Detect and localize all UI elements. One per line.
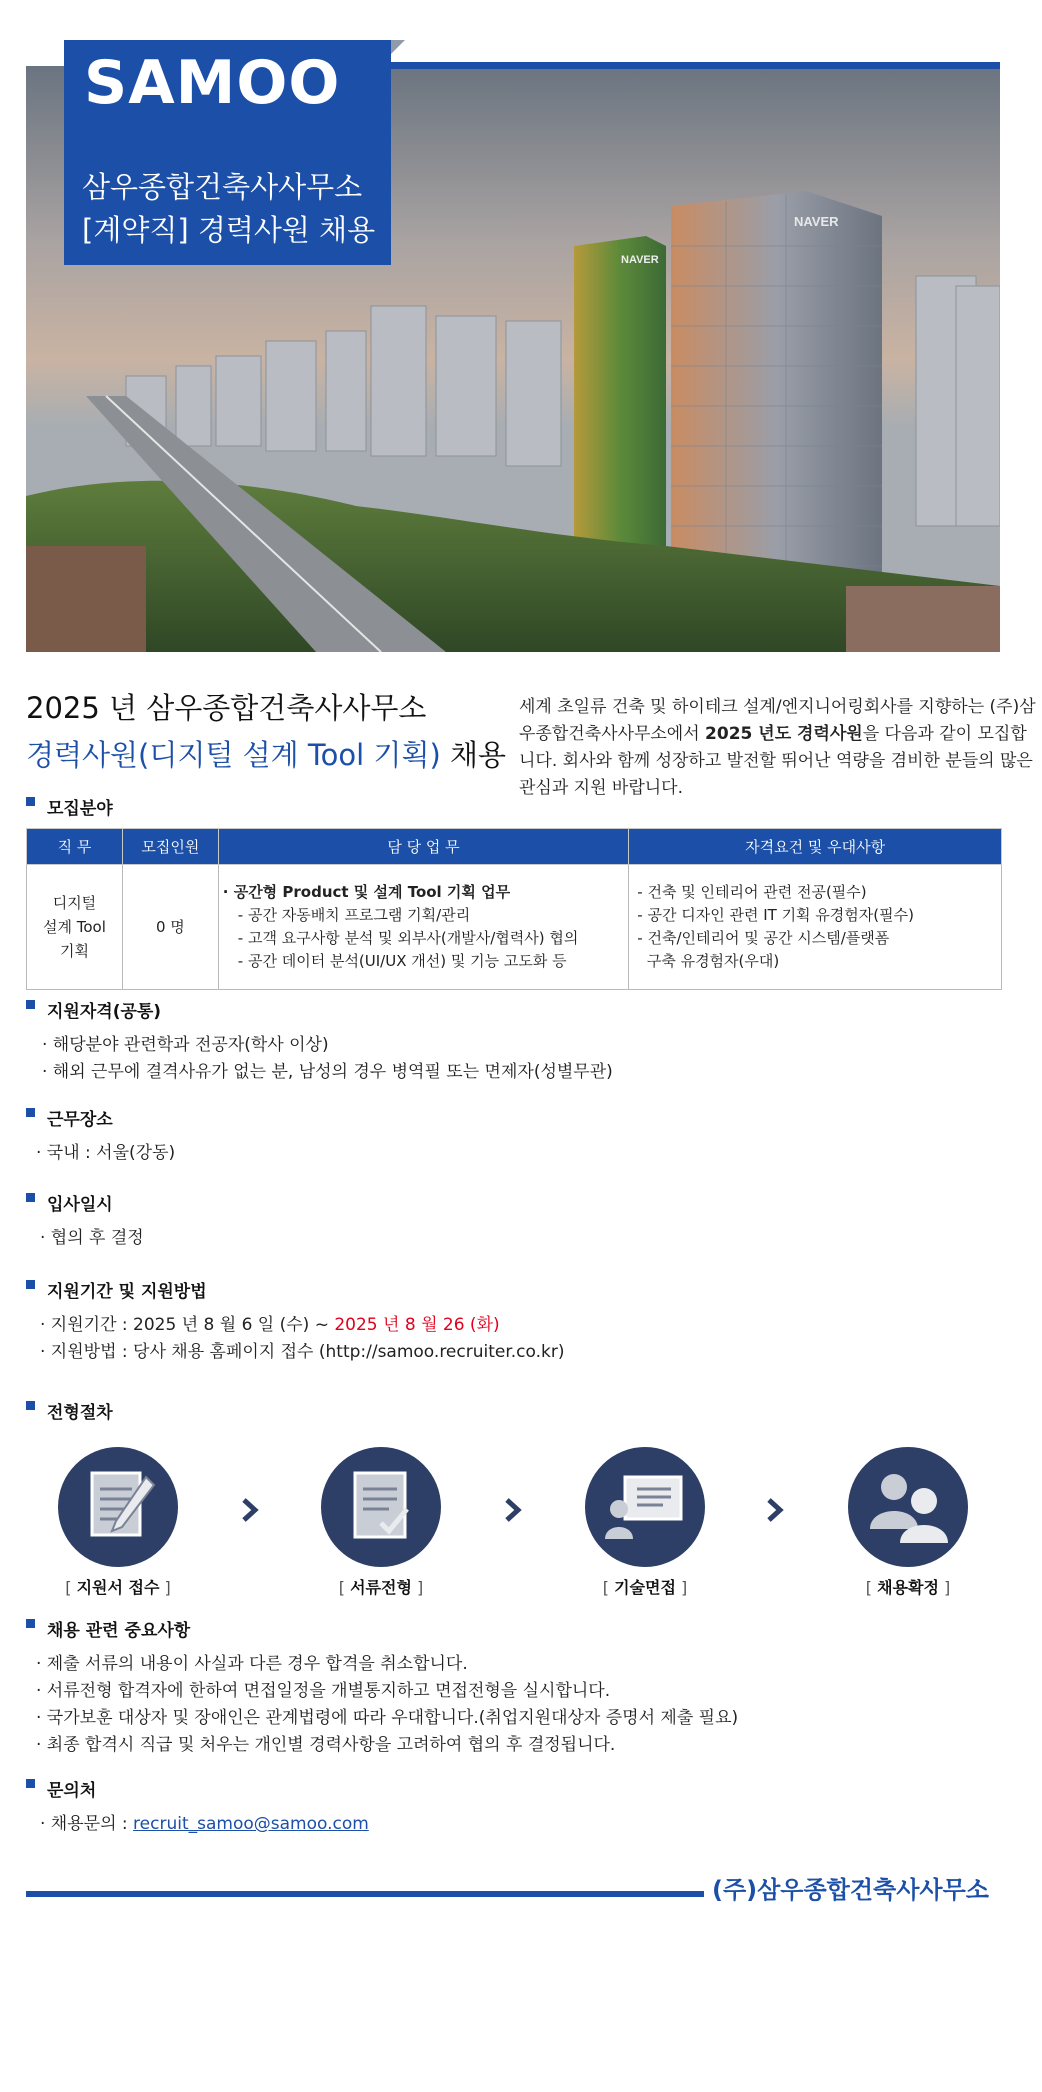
section-title: 근무장소	[47, 1110, 113, 1130]
table-header-row	[27, 829, 1002, 865]
logo-fold-corner	[391, 40, 405, 54]
section-title: 지원기간 및 지원방법	[47, 1282, 207, 1302]
duty-item: - 공간 자동배치 프로그램 기획/관리	[237, 906, 471, 924]
job-line: 기획	[59, 942, 89, 960]
section-process	[26, 1398, 113, 1423]
application-form-icon	[58, 1447, 178, 1567]
intro-desc-bold: 2025 년도 경력사원	[705, 724, 863, 744]
start-date-text: · 협의 후 결정	[40, 1228, 144, 1248]
process-step-label: [ 서류전형 ]	[338, 1578, 424, 1597]
qualification-cell	[629, 865, 1002, 990]
chevron-right-icon	[503, 1497, 523, 1523]
note-item: · 최종 합격시 직급 및 처우는 개인별 경력사항을 고려하여 협의 후 결정됩니다.	[36, 1735, 616, 1755]
section-contact	[26, 1776, 96, 1801]
workplace-text: · 국내 : 서울(강동)	[36, 1143, 176, 1163]
hero-top-rule	[390, 62, 1000, 69]
process-step-hired	[838, 1447, 978, 1598]
intro-title-line1: 2025 년 삼우종합건축사사무소	[26, 691, 427, 725]
intro-desc-part1: 세계 초일류 건축 및 하이테크 설계/엔지니어링회사를 지향하는 (주)삼우종합건축사사무소에서	[519, 697, 1036, 744]
note-item: · 국가보훈 대상자 및 장애인은 관계법령에 따라 우대합니다.(취업지원대상자 증명서 제출 필요)	[36, 1708, 739, 1728]
note-item: · 제출 서류의 내용이 사실과 다른 경우 합격을 취소합니다.	[36, 1654, 468, 1674]
hero-company-name: 삼우종합건축사사무소	[82, 170, 363, 204]
intro-description	[519, 694, 1039, 802]
footer-rule	[26, 1891, 704, 1897]
table-header: 모집인원	[122, 829, 218, 865]
table-header: 직 무	[27, 829, 123, 865]
headcount-cell: 0 명	[122, 865, 218, 990]
section-bullet-icon	[26, 1280, 35, 1289]
intro-title-line2	[26, 733, 506, 774]
section-title: 입사일시	[47, 1195, 113, 1215]
process-step-interview	[575, 1447, 715, 1598]
qual-item: 구축 유경험자(우대)	[637, 952, 780, 970]
intro-position-highlight: 경력사원(디지털 설계 Tool 기획)	[26, 738, 441, 772]
period-prefix: · 지원기간 : 2025 년 8 월 6 일 (수) ~	[40, 1315, 335, 1335]
people-icon	[848, 1447, 968, 1567]
contact-email-link[interactable]: recruit_samoo@samoo.com	[133, 1814, 369, 1834]
process-step-label: [ 지원서 접수 ]	[65, 1578, 171, 1597]
section-bullet-icon	[26, 1193, 35, 1202]
job-line: 설계 Tool	[43, 918, 106, 936]
process-step-label: [ 기술면접 ]	[602, 1578, 688, 1597]
building-sign-main: NAVER	[794, 214, 839, 229]
job-cell	[27, 865, 123, 990]
section-bullet-icon	[26, 797, 35, 806]
section-bullet-icon	[26, 1000, 35, 1009]
table-row	[27, 865, 1002, 990]
process-step-label: [ 채용확정 ]	[865, 1578, 951, 1597]
process-step-document	[311, 1447, 451, 1598]
section-bullet-icon	[26, 1108, 35, 1117]
hero-subtitle: [계약직] 경력사원 채용	[82, 213, 376, 247]
section-bullet-icon	[26, 1619, 35, 1628]
process-step-application	[48, 1447, 188, 1598]
section-title: 전형절차	[47, 1403, 113, 1423]
job-line: 디지털	[52, 894, 97, 912]
footer-company-name: (주)삼우종합건축사사무소	[712, 1876, 989, 1904]
table-header: 담 당 업 무	[218, 829, 629, 865]
section-bullet-icon	[26, 1401, 35, 1410]
section-bullet-icon	[26, 1779, 35, 1788]
chevron-right-icon	[765, 1497, 785, 1523]
contact-line	[40, 1811, 369, 1838]
deadline-date: 2025 년 8 월 26 (화)	[334, 1315, 500, 1335]
application-method: · 지원방법 : 당사 채용 홈페이지 접수 (http://samoo.recruiter.co.kr)	[40, 1342, 565, 1362]
chevron-right-icon	[240, 1497, 260, 1523]
note-item: · 서류전형 합격자에 한하여 면접일정을 개별통지하고 면접전형을 실시합니다.	[36, 1681, 611, 1701]
qualification-item: · 해당분야 관련학과 전공자(학사 이상)	[42, 1035, 329, 1055]
section-notes	[26, 1616, 190, 1641]
section-title: 문의처	[47, 1781, 97, 1801]
presentation-icon	[585, 1447, 705, 1567]
section-start-date	[26, 1190, 113, 1215]
document-check-icon	[321, 1447, 441, 1567]
duty-cell	[218, 865, 629, 990]
intro-title-suffix: 채용	[440, 738, 507, 772]
duty-item: - 공간 데이터 분석(UI/UX 개선) 및 기능 고도화 등	[237, 952, 567, 970]
qualification-item: · 해외 근무에 결격사유가 없는 분, 남성의 경우 병역필 또는 면제자(성별무관)	[42, 1062, 613, 1082]
intro-desc-part2: 을 다음과 같이 모집합니다. 회사와 함께 성장하고 발전할 뛰어난 역량을 겸비한 분들의 많은 관심과 지원 바랍니다.	[519, 724, 1033, 798]
logo-panel	[64, 40, 391, 265]
samoo-logo: SAMOO	[84, 48, 341, 118]
section-title: 지원자격(공통)	[47, 1002, 162, 1022]
duty-item: - 고객 요구사항 분석 및 외부사(개발사/협력사) 협의	[237, 929, 579, 947]
section-workplace	[26, 1105, 113, 1130]
table-header: 자격요건 및 우대사항	[629, 829, 1002, 865]
contact-label: · 채용문의 :	[40, 1814, 134, 1834]
qual-item: - 공간 디자인 관련 IT 기획 유경험자(필수)	[637, 906, 914, 924]
duty-head: · 공간형 Product 및 설계 Tool 기획 업무	[222, 883, 511, 901]
section-title: 채용 관련 중요사항	[47, 1621, 191, 1641]
qual-item: - 건축/인테리어 및 공간 시스템/플랫폼	[637, 929, 890, 947]
building-sign-green: NAVER	[621, 254, 659, 266]
section-title: 모집분야	[47, 799, 113, 819]
section-qualification	[26, 997, 161, 1022]
qual-item: - 건축 및 인테리어 관련 전공(필수)	[637, 883, 867, 901]
section-recruit-field	[26, 794, 113, 819]
recruit-table	[26, 828, 1002, 990]
application-period	[40, 1312, 500, 1339]
section-period	[26, 1277, 207, 1302]
